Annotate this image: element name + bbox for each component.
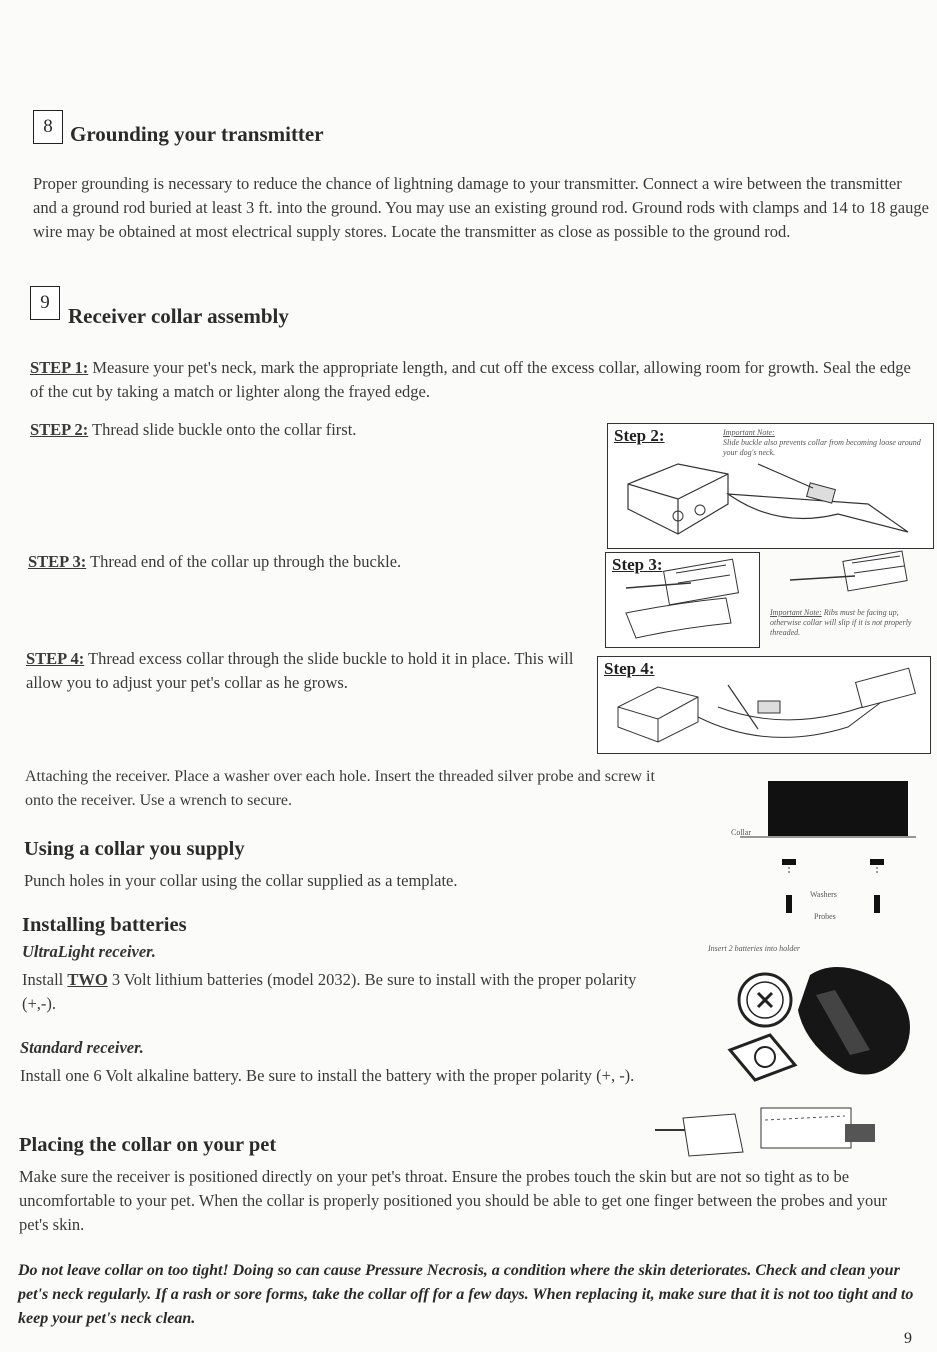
section-number-8: 8 bbox=[33, 110, 63, 144]
placing-collar-title: Placing the collar on your pet bbox=[19, 1134, 277, 1156]
figure-step2-note-text: Slide buckle also prevents collar from becoming loose around your dog's neck. bbox=[723, 438, 921, 457]
pressure-necrosis-warning: Do not leave collar on too tight! Doing so can cause Pressure Necrosis, a condition where the skin deteriorates. Check and clean your pet's neck regularly. If a rash or sore forms, take the collar off for a few days. When replacing it, make sure that it is not too tight and to keep your pet's neck clean. bbox=[18, 1262, 914, 1327]
figure-step3-note-text: Ribs must be facing up, otherwise collar will slip if it is not properly threaded. bbox=[770, 608, 912, 637]
figure-step4 bbox=[597, 656, 931, 754]
ultralight-pre: Install bbox=[22, 970, 68, 989]
figure-step4-label: Step 4: bbox=[604, 659, 655, 678]
figure-step3 bbox=[605, 552, 760, 648]
step2-text: Thread slide buckle onto the collar first. bbox=[88, 420, 357, 439]
section-title-collar-assembly: Receiver collar assembly bbox=[68, 304, 289, 328]
using-collar-title: Using a collar you supply bbox=[24, 838, 245, 860]
attaching-receiver-paragraph: Attaching the receiver. Place a washer over each hole. Insert the threaded silver probe and screw it onto the receiver. Use a wrench to secure. bbox=[25, 768, 655, 809]
standard-receiver-title: Standard receiver. bbox=[20, 1038, 144, 1057]
standard-receiver-body: Install one 6 Volt alkaline battery. Be sure to install the battery with the proper polarity (+, -). bbox=[20, 1066, 635, 1085]
figure-step2 bbox=[607, 423, 934, 549]
using-collar-body: Punch holes in your collar using the collar supplied as a template. bbox=[24, 871, 458, 890]
battery-holder-illustration bbox=[720, 955, 920, 1085]
step3-paragraph bbox=[28, 550, 588, 574]
ultralight-receiver-title: UltraLight receiver. bbox=[22, 942, 156, 961]
ultralight-post: 3 Volt lithium batteries (model 2032). Be sure to install with the proper polarity (+,-). bbox=[22, 970, 637, 1013]
figure-step2-label: Step 2: bbox=[614, 426, 665, 445]
step4-text: Thread excess collar through the slide buckle to hold it in place. This will allow you to adjust your pet's collar as he grows. bbox=[26, 649, 574, 692]
step3-label: STEP 3: bbox=[28, 552, 87, 571]
section-title-grounding: Grounding your transmitter bbox=[70, 122, 324, 146]
receiver-washers-label: Washers bbox=[810, 890, 837, 899]
section-number-9: 9 bbox=[30, 286, 60, 320]
placing-collar-body: Make sure the receiver is positioned directly on your pet's throat. Ensure the probes touch the skin but are not so tight as to be uncomfortable to your pet. When the collar is properly positioned you should be able to get one finger between the probes and your pet's skin. bbox=[19, 1167, 887, 1234]
figure-step3-label: Step 3: bbox=[612, 555, 663, 574]
receiver-probes-label: Probes bbox=[814, 912, 836, 921]
step4-label: STEP 4: bbox=[26, 649, 85, 668]
step4-paragraph bbox=[26, 647, 586, 695]
page-number: 9 bbox=[904, 1330, 912, 1347]
figure-step2-note-title: Important Note: bbox=[723, 428, 775, 437]
buckle-detail-illustration bbox=[770, 548, 920, 608]
figure-step3-note-title: Important Note: bbox=[770, 608, 822, 617]
step2-paragraph bbox=[30, 418, 590, 442]
step1-paragraph bbox=[30, 356, 915, 404]
step1-text: Measure your pet's neck, mark the appropriate length, and cut off the excess collar, allowing room for growth. Seal the edge of the cut by taking a match or lighter along the frayed edge. bbox=[30, 358, 911, 401]
step1-label: STEP 1: bbox=[30, 358, 89, 377]
collar-buckle-illustration-step3 bbox=[606, 553, 759, 647]
grounding-paragraph: Proper grounding is necessary to reduce the chance of lightning damage to your transmitter. Connect a wire between the transmitter and a ground rod buried at least 3 ft. into the ground. You may use an existing ground rod. Ground rods with clamps and 14 to 18 gauge wire may be obtained at most electrical supply stores. Locate the transmitter as close as possible to the ground rod. bbox=[33, 174, 929, 241]
step2-label: STEP 2: bbox=[30, 420, 89, 439]
receiver-collar-label: Collar bbox=[731, 828, 751, 837]
ultralight-receiver-body bbox=[22, 968, 662, 1016]
installing-batteries-title: Installing batteries bbox=[22, 914, 187, 936]
step3-text: Thread end of the collar up through the buckle. bbox=[86, 552, 402, 571]
collar-sketch-illustration bbox=[655, 1100, 885, 1170]
ultralight-count: TWO bbox=[67, 970, 108, 989]
collar-buckle-illustration-step2 bbox=[608, 424, 933, 548]
collar-buckle-illustration-step4 bbox=[598, 657, 930, 753]
figure-step3-note bbox=[770, 608, 926, 638]
battery-caption: Insert 2 batteries into holder bbox=[708, 944, 800, 953]
